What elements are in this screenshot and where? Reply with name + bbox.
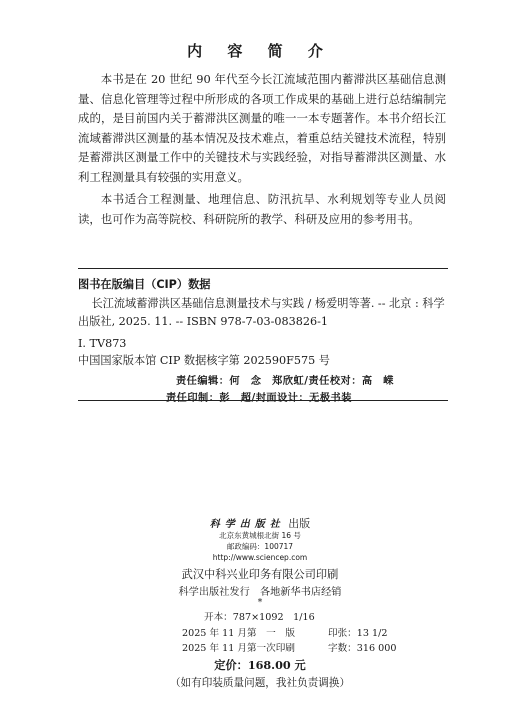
quality-notice: （如有印装质量问题，我社负责调换）	[169, 677, 351, 689]
intro-paragraph-1	[78, 70, 446, 188]
distributor-line: 科学出版社发行 各地新华书店经销	[178, 587, 342, 598]
page-title: 内 容 简 介	[187, 42, 333, 60]
cip-heading: 图书在版编目（CIP）数据	[78, 278, 211, 291]
printing-date: 2025 年 11 月第一次印刷	[182, 643, 295, 654]
printer-line: 武汉中科兴业印务有限公司印刷	[181, 568, 339, 581]
cip-classification: I. TV873	[78, 337, 127, 350]
publisher-website: http://www.sciencep.com	[212, 553, 308, 562]
cip-description: 长江流域蓄滞洪区基础信息测量技术与实践 / 杨爱明等著. -- 北京 : 科学出版社, 2025. 11. -- ISBN 978-7-03-083826-1	[78, 297, 445, 328]
price: 定价：168.00 元	[214, 658, 306, 672]
publisher-address: 北京东黄城根北街 16 号	[219, 531, 301, 540]
printing-row	[182, 641, 442, 657]
intro-paragraph-2	[78, 190, 446, 229]
production-credits: 责任印制：彭 超/封面设计：无极书装	[166, 393, 352, 404]
intro-paragraph-2-text: 本书适合工程测量、地理信息、防汛抗旱、水利规划等专业人员阅读，也可作为高等院校、科研院所的教学、科研及应用的参考用书。	[78, 192, 446, 226]
intro-paragraph-1-text: 本书是在 20 世纪 90 年代至今长江流域范围内蓄滞洪区基础信息测量、信息化管理等过程中所形成的各项工作成果的基础上进行总结编制完成的，是目前国内关于蓄滞洪区测量的唯一一本专题著作。本书介绍长江流域蓄滞洪区测量的基本情况及技术难点，着重总结关键技术流程，特别是蓄滞洪区测量工作中的关键技术与实践经验，对指导蓄滞洪区测量、水利工程测量具有较强的实用意义。	[78, 72, 446, 184]
publisher-suffix: 出版	[288, 517, 311, 530]
cip-top-divider	[78, 268, 448, 269]
word-count: 字数：316 000	[328, 643, 397, 654]
publisher-logo: 科学出版社	[209, 519, 285, 530]
print-sheets: 印张：13 1/2	[328, 628, 388, 639]
publisher-line	[0, 515, 520, 531]
edition-row	[182, 626, 442, 642]
editor-credits: 责任编辑：何 念 郑欣虹/责任校对：高 嵘	[176, 376, 394, 387]
cip-data-number: 中国国家版本馆 CIP 数据核字第 202590F575 号	[78, 354, 330, 367]
cip-bottom-divider	[78, 400, 448, 401]
publisher-postcode: 邮政编码：100717	[226, 542, 294, 551]
format-spec: 开本：787×1092 1/16	[204, 612, 315, 623]
separator-star: *	[257, 598, 263, 608]
edition-date: 2025 年 11 月第 一 版	[182, 628, 295, 639]
